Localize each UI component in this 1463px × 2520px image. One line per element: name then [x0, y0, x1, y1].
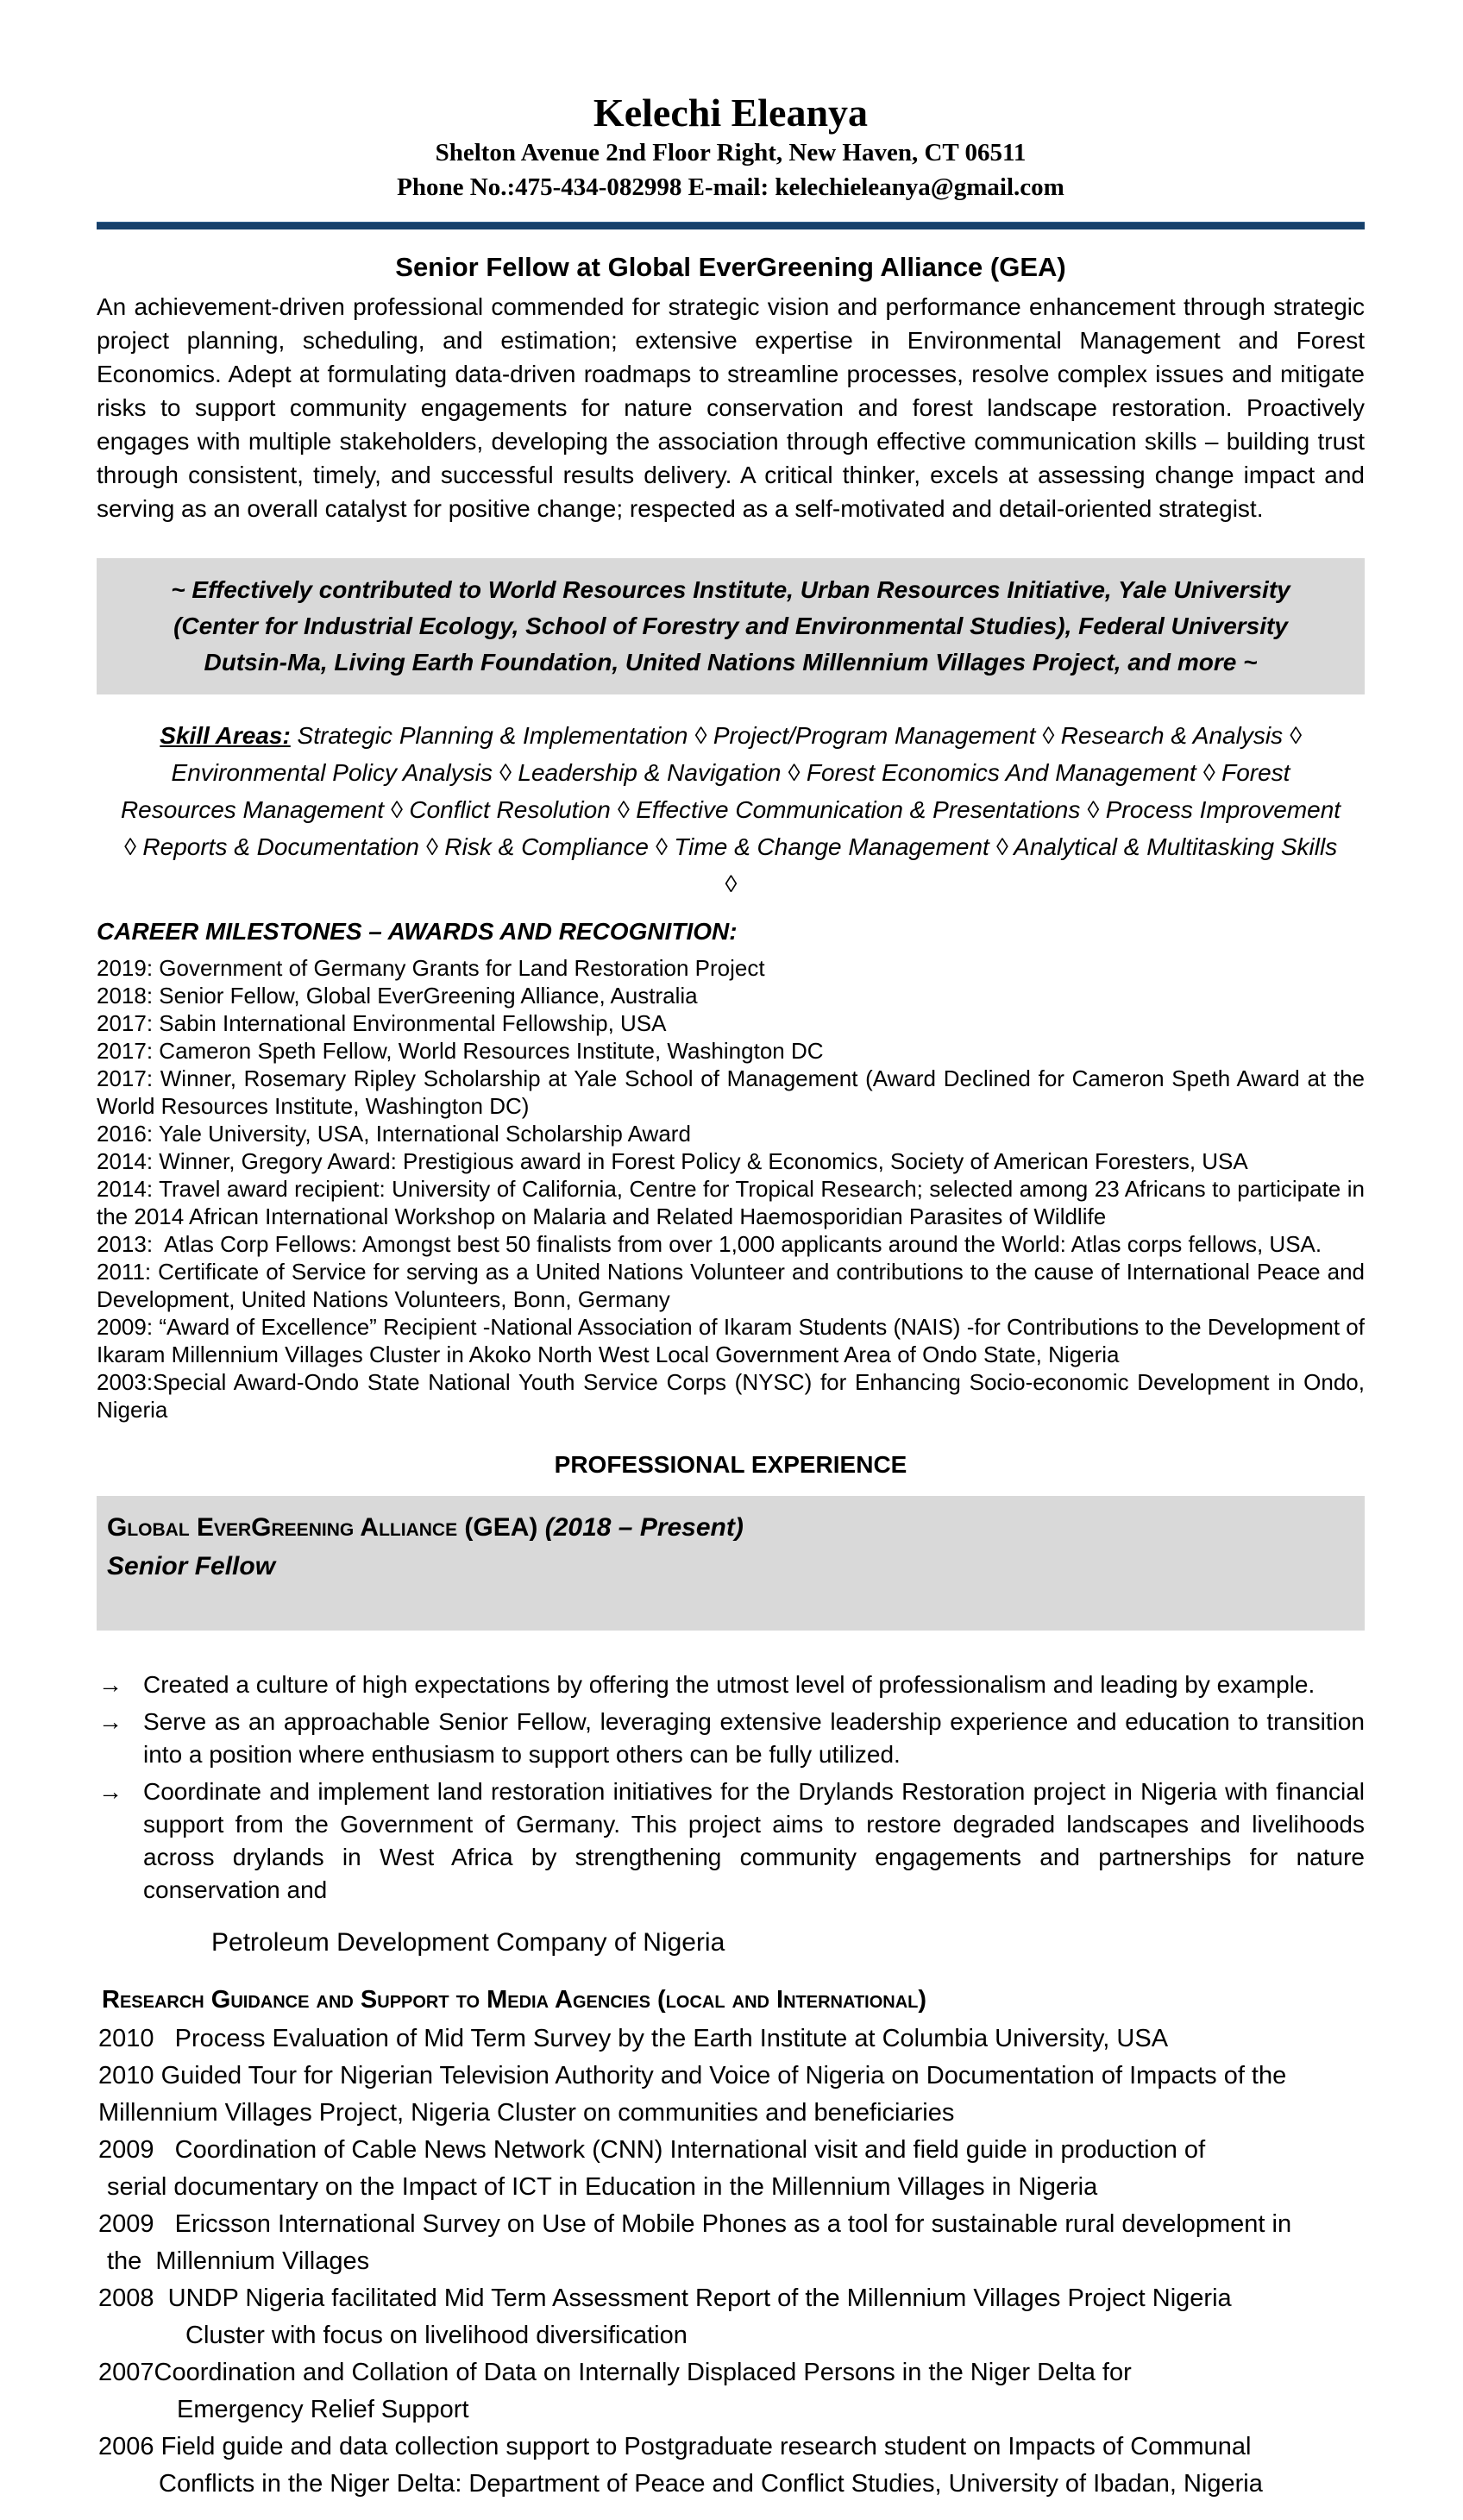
- skill-areas: [97, 717, 1365, 902]
- media-support-line: Emergency Relief Support: [177, 2396, 469, 2423]
- experience-bullet: [97, 1706, 1365, 1771]
- media-support-line: Millennium Villages Project, Nigeria Cluster on communities and beneficiaries: [98, 2099, 955, 2127]
- milestone-item: 2003:Special Award-Ondo State National Youth Service Corps (NYSC) for Enhancing Socio-economic Development in Ondo, Nigeria: [97, 1369, 1372, 1423]
- page-title: Senior Fellow at Global EverGreening Alliance (GEA): [395, 252, 1066, 282]
- milestone-item: 2017: Cameron Speth Fellow, World Resources Institute, Washington DC: [97, 1038, 824, 1064]
- skill-areas-list: Strategic Planning & Implementation ◊ Project/Program Management ◊ Research & Analysis ◊ Environmental Policy Analysis ◊ Leadership & Navigation ◊ Forest Economics And Management ◊ Forest Resources Management ◊ Conflict Resolution ◊ Effective Communication & Presentations ◊ Process Improvement ◊ Reports & Documentation ◊ Risk & Compliance ◊ Time & Change Management ◊ Analytical & Multitasking Skills ◊: [120, 722, 1341, 897]
- skill-areas-label: Skill Areas:: [160, 722, 291, 749]
- media-support-line: 2009 Ericsson International Survey on Use of Mobile Phones as a tool for sustainable rural development in: [98, 2210, 1292, 2238]
- milestone-item: 2014: Travel award recipient: University of California, Centre for Tropical Research; selected among 23 Africans to participate in the 2014 African International Workshop on Malaria and Related Haemosporidian Parasites of Wildlife: [97, 1176, 1372, 1229]
- media-support-line: the Millennium Villages: [107, 2247, 370, 2275]
- experience-bullet-text: Coordinate and implement land restoration initiatives for the Drylands Restoration project in Nigeria with financial support from the Government of Germany. This project aims to restore degraded landscapes and livelihoods across drylands in West Africa by strengthening community engagements and partnerships for nature conservation and: [143, 1778, 1365, 1903]
- experience-bullet-text: Created a culture of high expectations by offering the utmost level of professionalism and leading by example.: [143, 1671, 1315, 1698]
- media-support-line: 2010 Guided Tour for Nigerian Television Authority and Voice of Nigeria on Documentation of Impacts of the: [98, 2062, 1287, 2090]
- experience-bullet-text: Serve as an approachable Senior Fellow, leveraging extensive leadership experience and education to transition into a position where enthusiasm to support others can be fully utilized.: [143, 1708, 1365, 1768]
- media-support-line: Conflicts in the Niger Delta: Department of Peace and Conflict Studies, University of Ibadan, Nigeria: [159, 2470, 1263, 2498]
- header: [97, 90, 1365, 204]
- company-box: [97, 1496, 1365, 1631]
- contact-line: Phone No.:475-434-082998 E-mail: kelechieleanya@gmail.com: [397, 173, 1064, 201]
- media-support-line: 2006 Field guide and data collection support to Postgraduate research student on Impacts of Communal: [98, 2433, 1252, 2460]
- media-support-line: Cluster with focus on livelihood diversification: [185, 2322, 688, 2349]
- media-support-line: 2008 UNDP Nigeria facilitated Mid Term Assessment Report of the Millennium Villages Project Nigeria: [98, 2284, 1232, 2312]
- continuation-line: Petroleum Development Company of Nigeria: [211, 1928, 725, 1957]
- contributions-highlight-box: ~ Effectively contributed to World Resources Institute, Urban Resources Initiative, Yale University (Center for Industrial Ecology, School of Forestry and Environmental Studies), Federal University Dutsin-Ma, Living Earth Foundation, United Nations Millennium Villages Project, and more ~: [97, 558, 1365, 694]
- milestone-item: 2014: Winner, Gregory Award: Prestigious award in Forest Policy & Economics, Society of American Foresters, USA: [97, 1148, 1248, 1174]
- experience-heading: PROFESSIONAL EXPERIENCE: [554, 1451, 907, 1478]
- company-name: Global EverGreening Alliance (GEA): [107, 1513, 545, 1542]
- milestones-heading: CAREER MILESTONES – AWARDS AND RECOGNITION:: [97, 918, 738, 945]
- company-role: Senior Fellow: [107, 1552, 276, 1580]
- media-support-line: 2010 Process Evaluation of Mid Term Survey by the Earth Institute at Columbia University, USA: [98, 2025, 1169, 2052]
- milestone-item: 2009: “Award of Excellence” Recipient -National Association of Ikaram Students (NAIS) -for Contributions to the Development of Ikaram Millennium Villages Cluster in Akoko North West Local Government Area of Ondo State, Nigeria: [97, 1314, 1372, 1367]
- arrow-bullet-icon: →: [98, 1708, 122, 1735]
- media-support-list: [97, 2020, 1365, 2503]
- milestone-item: 2013: Atlas Corp Fellows: Amongst best 50 finalists from over 1,000 applicants around the World: Atlas corps fellows, USA.: [97, 1231, 1322, 1257]
- milestones-list: [97, 954, 1372, 1423]
- experience-bullet: [97, 1668, 1365, 1701]
- media-support-heading: Research Guidance and Support to Media Agencies (local and International): [102, 1986, 927, 2014]
- arrow-bullet-icon: →: [98, 1671, 122, 1698]
- candidate-name: Kelechi Eleanya: [593, 91, 869, 135]
- milestone-item: 2011: Certificate of Service for serving as a United Nations Volunteer and contributions to the cause of International Peace and Development, United Nations Volunteers, Bonn, Germany: [97, 1259, 1372, 1312]
- milestone-item: 2019: Government of Germany Grants for Land Restoration Project: [97, 955, 765, 981]
- company-title-line: [107, 1508, 1342, 1547]
- milestone-item: 2016: Yale University, USA, International Scholarship Award: [97, 1121, 691, 1147]
- media-support-line: serial documentary on the Impact of ICT in Education in the Millennium Villages in Nigeria: [107, 2173, 1098, 2201]
- milestone-item: 2018: Senior Fellow, Global EverGreening Alliance, Australia: [97, 983, 698, 1009]
- experience-bullet: [97, 1775, 1365, 1907]
- summary-paragraph: An achievement-driven professional commended for strategic vision and performance enhancement through strategic project planning, scheduling, and estimation; extensive expertise in Environmental Management and Forest Economics. Adept at formulating data-driven roadmaps to streamline processes, resolve complex issues and mitigate risks to support community engagements for nature conservation and forest landscape restoration. Proactively engages with multiple stakeholders, developing the association through effective communication skills – building trust through consistent, timely, and successful results delivery. A critical thinker, excels at assessing change impact and serving as an overall catalyst for positive change; respected as a self-motivated and detail-oriented strategist.: [97, 293, 1365, 522]
- milestone-item: 2017: Sabin International Environmental Fellowship, USA: [97, 1010, 667, 1036]
- arrow-bullet-icon: →: [98, 1778, 122, 1805]
- address-line: Shelton Avenue 2nd Floor Right, New Haven, CT 06511: [435, 139, 1027, 167]
- experience-bullet-list: [97, 1668, 1365, 1907]
- media-support-line: 2009 Coordination of Cable News Network (CNN) International visit and field guide in production of: [98, 2136, 1206, 2164]
- milestone-item: 2017: Winner, Rosemary Ripley Scholarship at Yale School of Management (Award Declined for Cameron Speth Award at the World Resources Institute, Washington DC): [97, 1065, 1372, 1119]
- header-divider-rule: [97, 222, 1365, 229]
- media-support-line: 2007Coordination and Collation of Data on Internally Displaced Persons in the Niger Delta for: [98, 2359, 1132, 2386]
- company-period: (2018 – Present): [544, 1513, 744, 1542]
